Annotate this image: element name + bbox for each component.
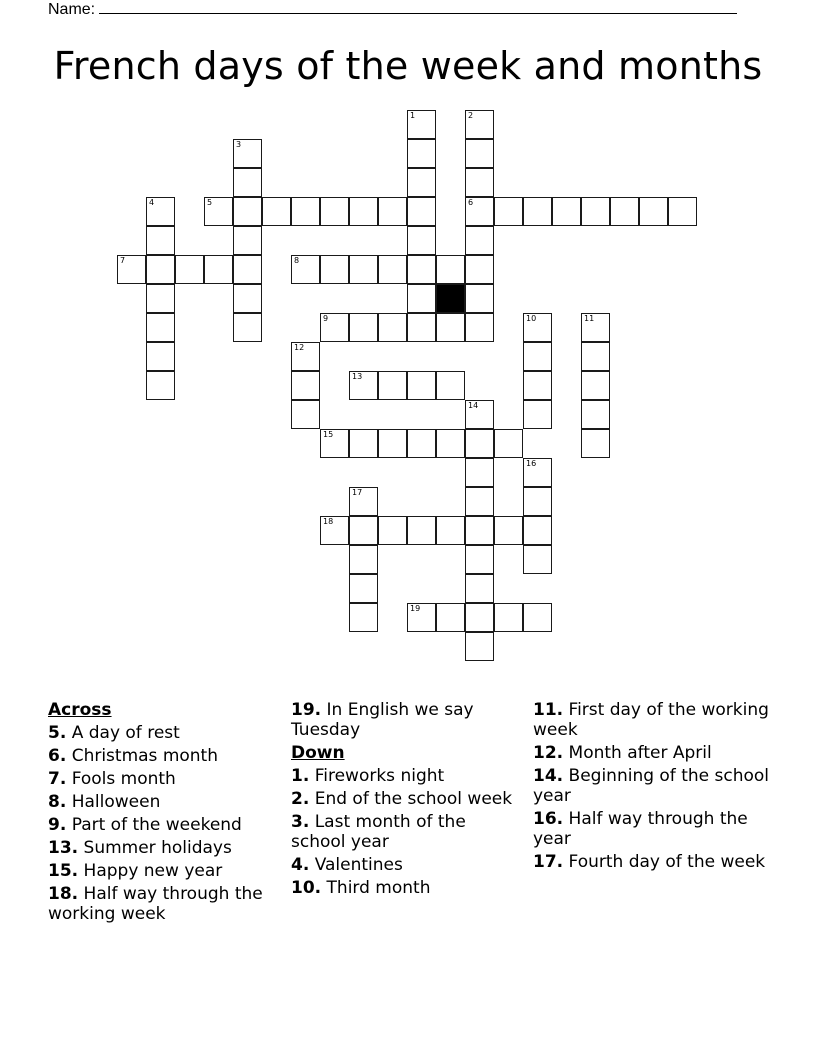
grid-cell[interactable] (407, 284, 436, 313)
grid-cell[interactable] (465, 632, 494, 661)
grid-cell[interactable] (320, 516, 349, 545)
grid-cell[interactable] (117, 255, 146, 284)
grid-cell[interactable] (523, 400, 552, 429)
grid-cell[interactable] (465, 516, 494, 545)
grid-cell[interactable] (233, 284, 262, 313)
clues-column-1 (48, 700, 278, 927)
grid-cell[interactable] (581, 400, 610, 429)
clue-number: 17 (352, 488, 363, 497)
clue-number: 15 (323, 430, 334, 439)
clue-number: 2 (468, 111, 474, 120)
name-field[interactable] (48, 0, 737, 20)
grid-cell[interactable] (146, 197, 175, 226)
clue-across-6: 6. Christmas month (48, 746, 218, 766)
clue-across-19: 19. In English we say Tuesday (291, 700, 474, 740)
grid-cell[interactable] (146, 342, 175, 371)
grid-cell[interactable] (146, 226, 175, 255)
clue-number: 18 (323, 517, 334, 526)
clue-across-15: 15. Happy new year (48, 861, 223, 881)
grid-cell[interactable] (581, 429, 610, 458)
grid-cell[interactable] (639, 197, 668, 226)
clue-down-14: 14. Beginning of the school year (533, 766, 770, 806)
crossword-grid (117, 110, 717, 670)
grid-cell[interactable] (465, 168, 494, 197)
grid-cell[interactable] (378, 197, 407, 226)
clue-down-16: 16. Half way through the year (533, 809, 748, 849)
grid-cell[interactable] (378, 371, 407, 400)
grid-cell[interactable] (233, 226, 262, 255)
grid-cell[interactable] (146, 371, 175, 400)
grid-cell[interactable] (523, 342, 552, 371)
grid-cell[interactable] (494, 197, 523, 226)
grid-cell[interactable] (291, 342, 320, 371)
grid-cell[interactable] (523, 313, 552, 342)
clue-down-17: 17. Fourth day of the week (533, 852, 766, 872)
grid-cell[interactable] (320, 429, 349, 458)
grid-cell[interactable] (465, 603, 494, 632)
across-heading: Across (48, 700, 112, 720)
grid-cell[interactable] (465, 255, 494, 284)
clue-number: 11 (584, 314, 595, 323)
grid-cell[interactable] (494, 429, 523, 458)
grid-cell[interactable] (465, 110, 494, 139)
clue-across-9: 9. Part of the weekend (48, 815, 242, 835)
clues-column-2 (291, 700, 521, 901)
grid-cell[interactable] (378, 429, 407, 458)
grid-cell[interactable] (407, 516, 436, 545)
name-blank-line[interactable] (99, 0, 737, 14)
grid-cell[interactable] (349, 255, 378, 284)
grid-cell[interactable] (146, 284, 175, 313)
grid-cell[interactable] (523, 197, 552, 226)
clue-number: 5 (207, 198, 213, 207)
grid-cell[interactable] (407, 603, 436, 632)
grid-cell[interactable] (291, 371, 320, 400)
clue-number: 13 (352, 372, 363, 381)
grid-cell[interactable] (407, 139, 436, 168)
grid-cell[interactable] (523, 487, 552, 516)
grid-cell[interactable] (494, 516, 523, 545)
grid-cell[interactable] (349, 487, 378, 516)
clue-across-18: 18. Half way through the working week (48, 884, 263, 924)
clue-down-2: 2. End of the school week (291, 789, 513, 809)
grid-cell[interactable] (523, 371, 552, 400)
grid-cell[interactable] (465, 139, 494, 168)
clue-number: 12 (294, 343, 305, 352)
grid-cell[interactable] (349, 545, 378, 574)
grid-cell[interactable] (436, 313, 465, 342)
grid-cell[interactable] (146, 313, 175, 342)
clues-column-3 (533, 700, 773, 875)
grid-cell[interactable] (465, 400, 494, 429)
grid-cell[interactable] (436, 516, 465, 545)
grid-cell[interactable] (523, 545, 552, 574)
grid-cell[interactable] (320, 255, 349, 284)
grid-cell[interactable] (465, 429, 494, 458)
grid-cell[interactable] (291, 255, 320, 284)
grid-cell[interactable] (233, 139, 262, 168)
grid-cell[interactable] (349, 516, 378, 545)
grid-cell[interactable] (465, 487, 494, 516)
grid-cell[interactable] (378, 313, 407, 342)
grid-cell[interactable] (523, 516, 552, 545)
grid-cell[interactable] (523, 603, 552, 632)
clue-down-4: 4. Valentines (291, 855, 403, 875)
grid-cell[interactable] (436, 429, 465, 458)
grid-cell[interactable] (610, 197, 639, 226)
grid-cell[interactable] (581, 197, 610, 226)
grid-cell[interactable] (407, 226, 436, 255)
grid-cell[interactable] (349, 574, 378, 603)
clue-across-5: 5. A day of rest (48, 723, 180, 743)
clue-number: 9 (323, 314, 329, 323)
grid-cell[interactable] (291, 400, 320, 429)
grid-cell[interactable] (407, 313, 436, 342)
grid-cell[interactable] (407, 371, 436, 400)
clue-number: 19 (410, 604, 421, 613)
grid-cell[interactable] (407, 168, 436, 197)
grid-cell[interactable] (291, 197, 320, 226)
clue-number: 6 (468, 198, 474, 207)
grid-cell[interactable] (552, 197, 581, 226)
clue-number: 14 (468, 401, 479, 410)
grid-cell[interactable] (465, 197, 494, 226)
grid-cell[interactable] (436, 255, 465, 284)
black-cell (436, 284, 465, 313)
grid-cell[interactable] (668, 197, 697, 226)
clue-down-1: 1. Fireworks night (291, 766, 445, 786)
grid-cell[interactable] (436, 371, 465, 400)
grid-cell[interactable] (262, 197, 291, 226)
clue-across-7: 7. Fools month (48, 769, 176, 789)
clue-number: 3 (236, 140, 242, 149)
grid-cell[interactable] (407, 429, 436, 458)
grid-cell[interactable] (581, 371, 610, 400)
grid-cell[interactable] (407, 197, 436, 226)
grid-cell[interactable] (378, 516, 407, 545)
clue-down-10: 10. Third month (291, 878, 431, 898)
grid-cell[interactable] (233, 313, 262, 342)
clue-down-12: 12. Month after April (533, 743, 712, 763)
grid-cell[interactable] (523, 458, 552, 487)
clue-number: 4 (149, 198, 155, 207)
grid-cell[interactable] (436, 603, 465, 632)
grid-cell[interactable] (407, 110, 436, 139)
grid-cell[interactable] (320, 313, 349, 342)
clue-down-11: 11. First day of the working week (533, 700, 769, 740)
grid-cell[interactable] (204, 255, 233, 284)
name-label: Name: (48, 1, 96, 18)
grid-cell[interactable] (465, 458, 494, 487)
grid-cell[interactable] (233, 197, 262, 226)
grid-cell[interactable] (349, 603, 378, 632)
grid-cell[interactable] (465, 284, 494, 313)
grid-cell[interactable] (233, 255, 262, 284)
grid-cell[interactable] (349, 429, 378, 458)
grid-cell[interactable] (581, 313, 610, 342)
grid-cell[interactable] (349, 371, 378, 400)
grid-cell[interactable] (494, 603, 523, 632)
grid-cell[interactable] (378, 255, 407, 284)
down-heading: Down (291, 743, 345, 763)
grid-cell[interactable] (407, 255, 436, 284)
grid-cell[interactable] (175, 255, 204, 284)
grid-cell[interactable] (349, 313, 378, 342)
clue-down-3: 3. Last month of the school year (291, 812, 466, 852)
grid-cell[interactable] (146, 255, 175, 284)
grid-cell[interactable] (233, 168, 262, 197)
grid-cell[interactable] (320, 197, 349, 226)
clue-number: 1 (410, 111, 416, 120)
grid-cell[interactable] (465, 226, 494, 255)
clue-across-8: 8. Halloween (48, 792, 161, 812)
grid-cell[interactable] (465, 574, 494, 603)
clue-number: 7 (120, 256, 126, 265)
grid-cell[interactable] (465, 313, 494, 342)
page-title: French days of the week and months (53, 44, 763, 88)
clue-across-13: 13. Summer holidays (48, 838, 232, 858)
clue-number: 16 (526, 459, 537, 468)
clue-number: 8 (294, 256, 300, 265)
clue-number: 10 (526, 314, 537, 323)
grid-cell[interactable] (465, 545, 494, 574)
grid-cell[interactable] (581, 342, 610, 371)
grid-cell[interactable] (204, 197, 233, 226)
grid-cell[interactable] (349, 197, 378, 226)
